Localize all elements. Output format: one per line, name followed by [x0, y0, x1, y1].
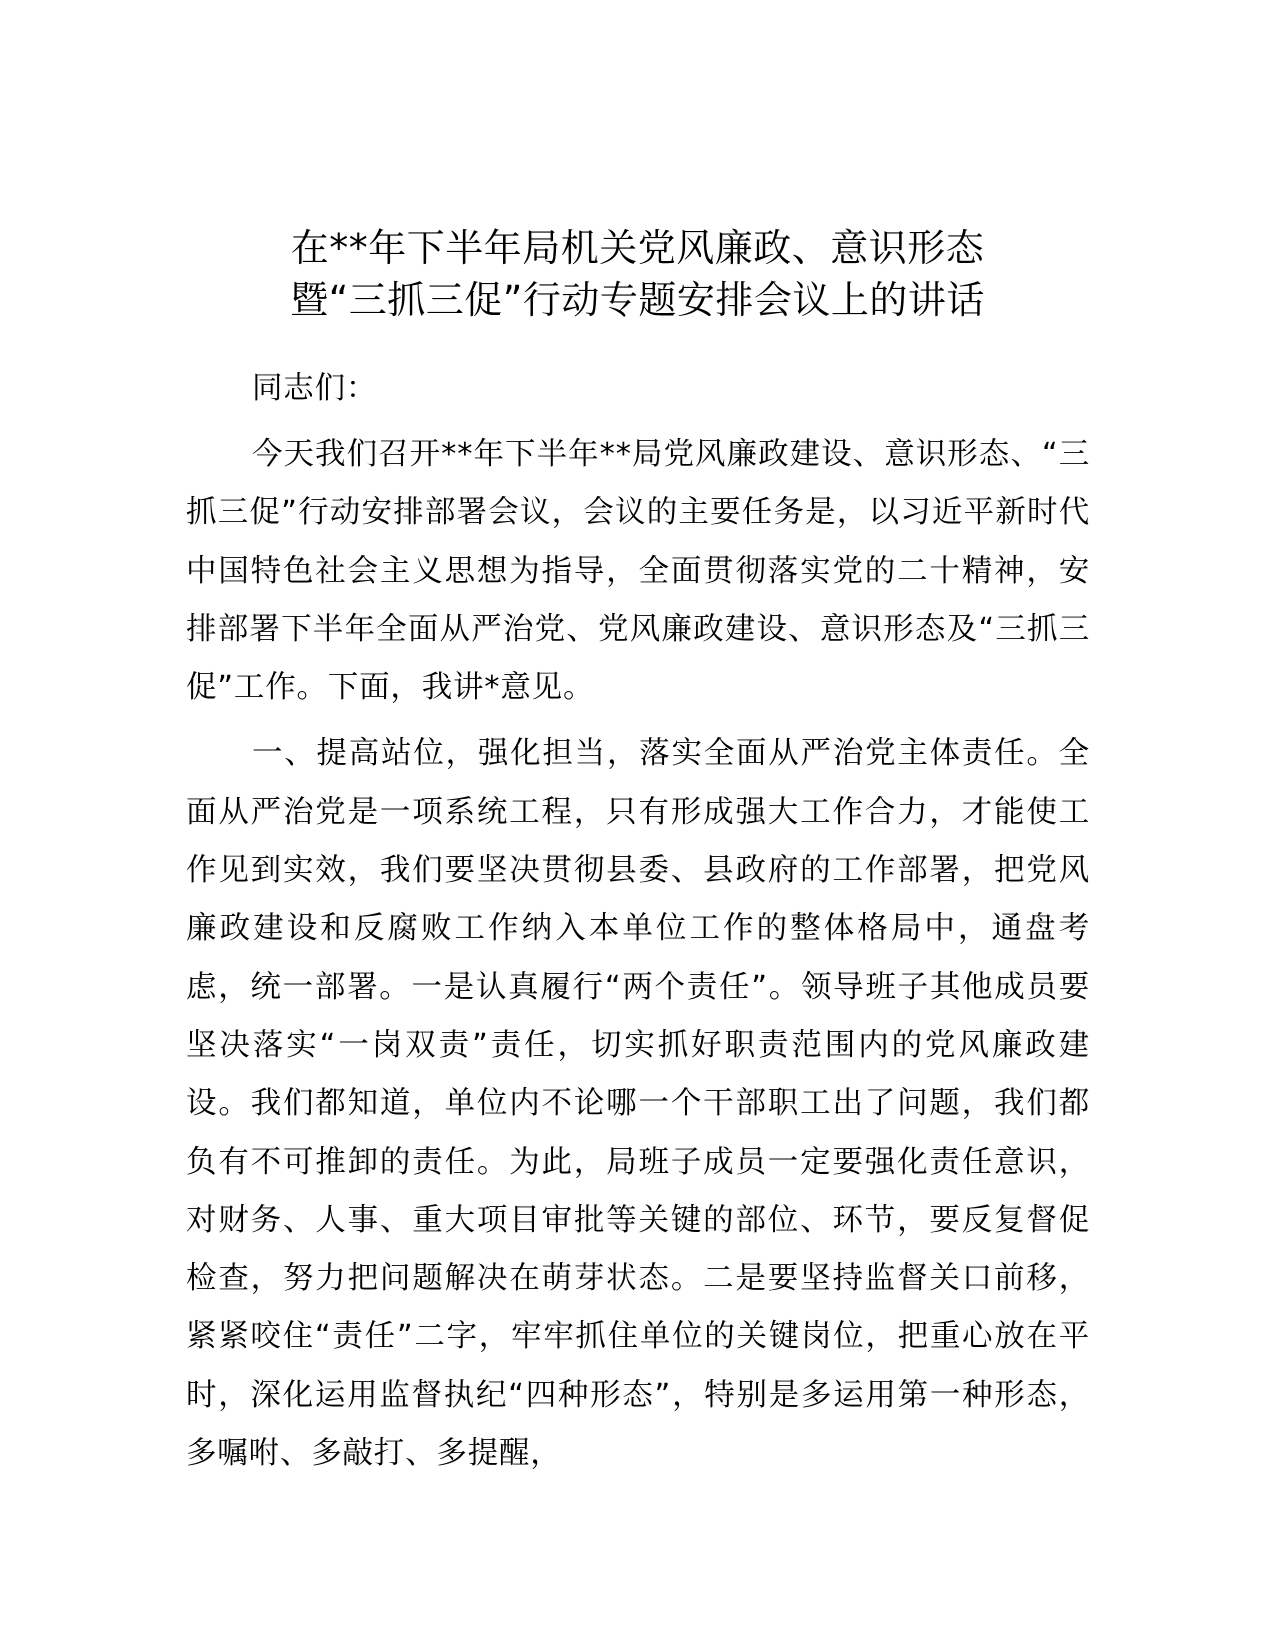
title-line-2: 暨“三抓三促”行动专题安排会议上的讲话	[290, 278, 985, 322]
paragraph-section-1: 一、提高站位，强化担当，落实全面从严治党主体责任。全面从严治党是一项系统工程，只有形成强大工作合力，才能使工作见到实效，我们要坚决贯彻县委、县政府的工作部署，把党风廉政建设和反腐败工作纳入本单位工作的整体格局中，通盘考虑，统一部署。一是认真履行“两个责任”。领导班子其他成员要坚决落实“一岗双责”责任，切实抓好职责范围内的党风廉政建设。我们都知道，单位内不论哪一个干部职工出了问题，我们都负有不可推卸的责任。为此，局班子成员一定要强化责任意识，对财务、人事、重大项目审批等关键的部位、环节，要反复督促检查，努力把问题解决在萌芽状态。二是要坚持监督关口前移，紧紧咬住“责任”二字，牢牢抓住单位的关键岗位，把重心放在平时，深化运用监督执纪“四种形态”，特别是多运用第一种形态，多嘱咐、多敲打、多提醒，	[186, 736, 1090, 1472]
document-title	[150, 222, 1125, 326]
paragraph-intro: 今天我们召开**年下半年**局党风廉政建设、意识形态、“三抓三促”行动安排部署会议，会议的主要任务是，以习近平新时代中国特色社会主义思想为指导，全面贯彻落实党的二十精神，安排部署下半年全面从严治党、党风廉政建设、意识形态及“三抓三促”工作。下面，我讲*意见。	[186, 437, 1090, 706]
greeting: 同志们：	[252, 371, 378, 406]
document-body	[186, 360, 1090, 1483]
title-line-1: 在**年下半年局机关党风廉政、意识形态	[290, 226, 985, 270]
